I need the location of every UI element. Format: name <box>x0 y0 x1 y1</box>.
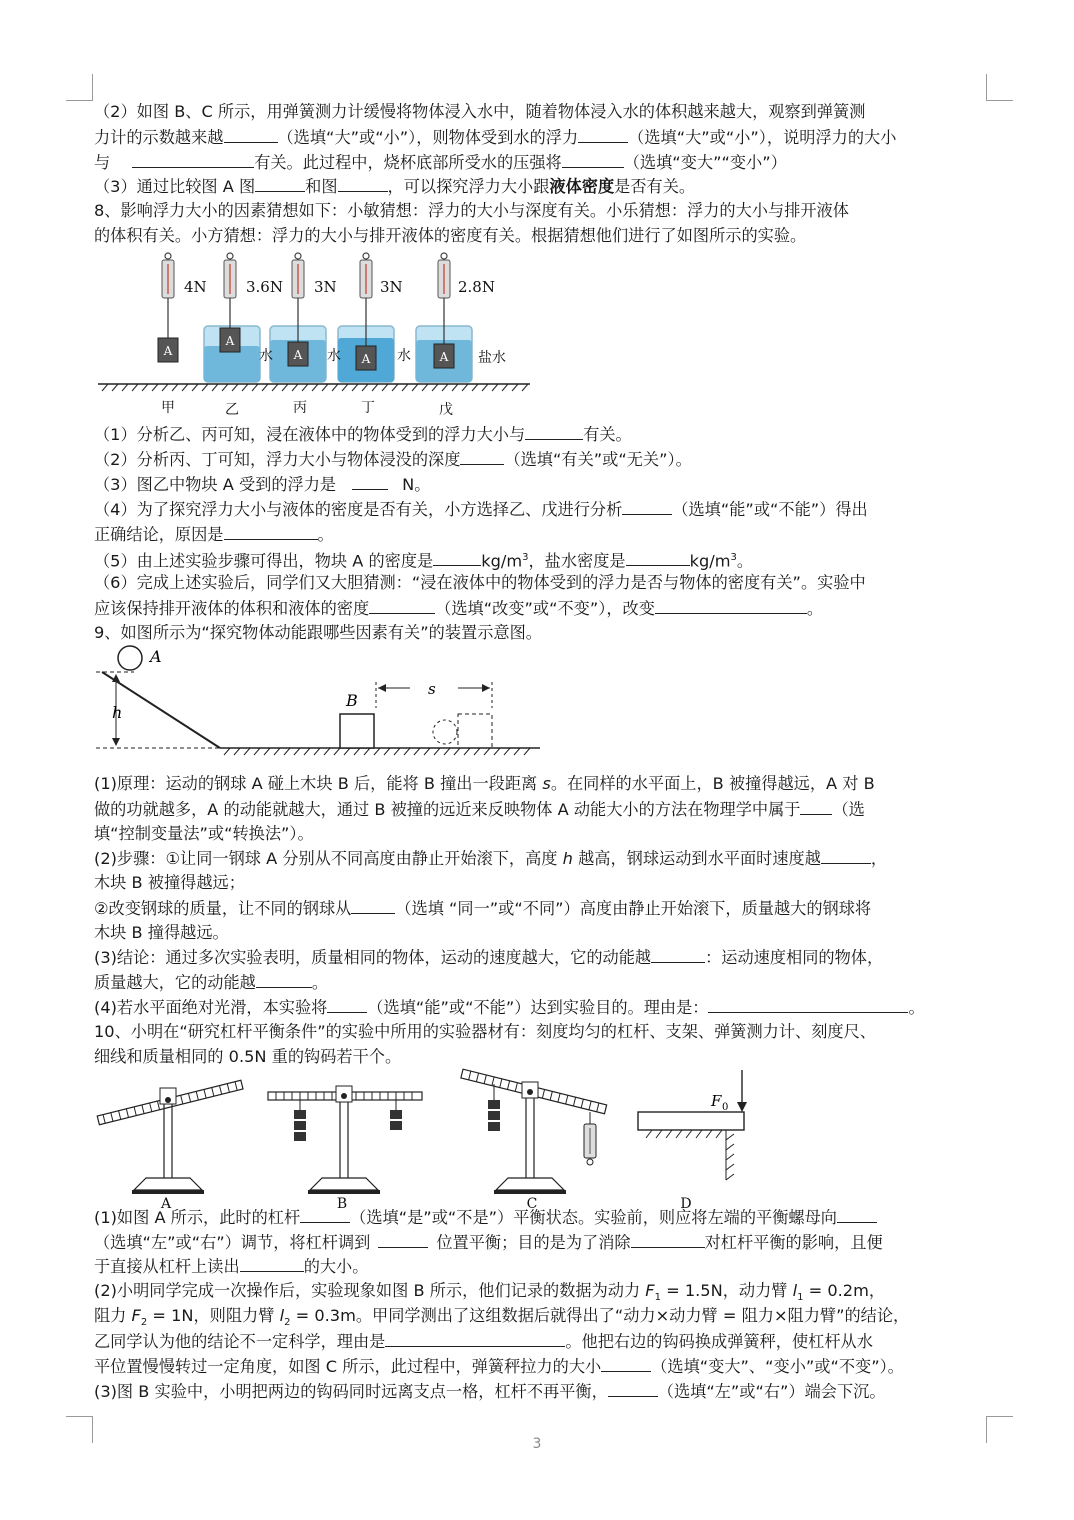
text: 应该保持排开液体的体积和液体的密度 <box>94 599 370 618</box>
text-line <box>94 125 994 151</box>
text: 有关。 <box>583 425 632 444</box>
answer-blank[interactable] <box>821 846 871 864</box>
bold-term: 液体密度 <box>549 177 615 196</box>
text: 有关。此过程中，烧杯底部所受水的压强将 <box>254 153 562 172</box>
answer-blank[interactable] <box>525 422 583 440</box>
text: = 0.3m。甲同学测出了这组数据后就得出了“动力×动力臂 = 阻力×阻力臂”的结论， <box>295 1306 910 1325</box>
text: 平位置慢慢转过一定角度，如图 C 所示，此过程中，弹簧秤拉力的大小 <box>94 1357 602 1376</box>
text: 位置平衡；目的是为了消除 <box>436 1233 631 1252</box>
text: 做的功就越多，A 的动能就越大，通过 B 被撞的远近来反映物体 A 动能大小的方法在物理学中属于 <box>94 800 801 819</box>
text-line <box>94 945 994 971</box>
text-line <box>94 995 994 1021</box>
subscript: 1 <box>654 1292 661 1304</box>
text-line <box>94 472 994 498</box>
text: ②改变钢球的质量，让不同的钢球从 <box>94 899 352 918</box>
text: （选填 “同一”或“不同”）高度由静止开始滚下，质量越大的钢球将 <box>395 899 872 918</box>
text: N。 <box>402 475 431 494</box>
kinetic-energy-ramp-figure <box>94 642 544 758</box>
text-line <box>94 822 994 847</box>
text: （选填“能”或“不能”）达到实验目的。理由是： <box>367 998 709 1017</box>
text: (2)小明同学完成一次操作后，实验现象如图 B 所示，他们记录的数据为动力 <box>94 1281 641 1300</box>
text: 阻力 <box>94 1306 127 1325</box>
superscript: 3 <box>522 552 529 563</box>
scale-reading: 3N <box>380 278 403 296</box>
text: （3）通过比较图 A 图 <box>94 177 256 196</box>
distance-label: s <box>428 680 436 698</box>
text-line <box>94 497 994 523</box>
subscript: 1 <box>797 1292 804 1304</box>
text-line <box>94 1379 994 1405</box>
scale-reading: 3N <box>314 278 337 296</box>
block-label: A <box>361 352 371 366</box>
figure-label: C <box>526 1196 538 1210</box>
text: 。 <box>736 551 754 571</box>
answer-blank[interactable] <box>622 497 672 515</box>
text: （选填“是”或“不是”）平衡状态。实验前，则应将左端的平衡螺母向 <box>350 1208 837 1227</box>
answer-blank[interactable] <box>378 1230 428 1248</box>
figure-label: A <box>160 1196 172 1210</box>
lever-stand-b <box>268 1086 422 1194</box>
force-diagram-d <box>638 1070 747 1180</box>
text-line <box>94 596 994 622</box>
question-10 <box>94 1020 994 1045</box>
answer-blank[interactable] <box>631 1230 705 1248</box>
text: (4)若水平面绝对光滑，本实验将 <box>94 998 328 1017</box>
text-line <box>94 846 994 872</box>
variable: s <box>542 774 551 793</box>
text-line <box>94 546 994 574</box>
text: 力计的示数越来越 <box>94 128 224 147</box>
answer-blank[interactable] <box>224 522 318 540</box>
answer-blank[interactable] <box>369 596 435 614</box>
text-line <box>94 174 994 200</box>
text-line <box>94 224 994 249</box>
text: (2)步骤：①让同一钢球 A 分别从不同高度由静止开始滚下，高度 <box>94 849 558 868</box>
question-8 <box>94 199 994 224</box>
block-label: A <box>163 344 173 358</box>
answer-blank[interactable] <box>132 150 254 168</box>
text: 木块 B 撞得越远。 <box>94 923 229 942</box>
text-line <box>94 150 994 176</box>
text: （选填“大”或“小”），说明浮力的大小 <box>628 128 897 147</box>
answer-blank[interactable] <box>300 1205 350 1223</box>
text: 与 <box>94 153 111 172</box>
figure-label: 乙 <box>225 402 239 418</box>
text: (1)原理：运动的钢球 A 碰上木块 B 后，能将 B 撞出一段距离 <box>94 774 538 793</box>
text: 填“控制变量法”或“转换法”）。 <box>94 824 314 843</box>
answer-blank[interactable] <box>601 1354 651 1372</box>
buoyancy-experiment-figure <box>94 250 534 422</box>
text-line <box>94 1205 994 1231</box>
text-line <box>94 422 994 448</box>
answer-blank[interactable] <box>655 596 807 614</box>
text: 8、影响浮力大小的因素猜想如下：小敏猜想：浮力的大小与深度有关。小乐猜想：浮力的大小与排开液体 <box>94 201 849 220</box>
text: kg/m <box>689 551 731 571</box>
text: 和图 <box>305 177 338 196</box>
text: (3)结论：通过多次实验表明，质量相同的物体，运动的速度越大，它的动能越 <box>94 948 652 967</box>
height-label: h <box>112 703 123 722</box>
text: 对杠杆平衡的影响，且便 <box>704 1233 883 1252</box>
text: 10、小明在“研究杠杆平衡条件”的实验中所用的实验器材有：刻度均匀的杠杆、支架、弹簧测力计、刻度尺、 <box>94 1022 876 1041</box>
figure-label: 戊 <box>439 402 453 418</box>
block-label: B <box>346 691 358 710</box>
text: 质量越大，它的动能越 <box>94 973 256 992</box>
text: 。 <box>311 973 329 992</box>
variable: F <box>131 1306 141 1325</box>
ball-label: A <box>150 647 162 666</box>
block-label: A <box>293 348 303 362</box>
text-line <box>94 797 994 823</box>
answer-blank[interactable] <box>385 1329 565 1347</box>
force-label: F <box>711 1092 722 1110</box>
answer-blank[interactable] <box>351 896 395 914</box>
block-label: A <box>225 334 235 348</box>
text: （1）分析乙、丙可知，浸在液体中的物体受到的浮力大小与 <box>94 425 526 444</box>
text: = 1N，则阻力臂 <box>152 1306 275 1325</box>
text: 正确结论，原因是 <box>94 525 224 544</box>
superscript: 3 <box>730 552 737 563</box>
text: （选填“有关”或“无关”）。 <box>504 450 692 469</box>
text-line <box>94 447 994 473</box>
answer-blank[interactable] <box>708 995 908 1013</box>
lever-stand-a <box>97 1080 243 1194</box>
variable: h <box>562 849 573 868</box>
lever-stand-c <box>461 1069 607 1194</box>
answer-blank[interactable] <box>837 1205 877 1223</box>
text: 9、如图所示为“探究物体动能跟哪些因素有关”的装置示意图。 <box>94 623 542 642</box>
answer-blank[interactable] <box>562 150 624 168</box>
text: （选填“变大”、“变小”或“不变”）。 <box>651 1357 904 1376</box>
text: 。在同样的水平面上，B 被撞得越远，A 对 B <box>550 774 875 793</box>
text-line <box>94 970 994 996</box>
text-line <box>94 1254 994 1280</box>
text: 是否有关。 <box>614 177 696 196</box>
text-line <box>94 571 994 596</box>
figure-label: 丙 <box>293 400 307 416</box>
text: = 0.2m， <box>808 1281 886 1300</box>
text: （2）如图 B、C 所示，用弹簧测力计缓慢将物体浸入水中，随着物体浸入水的体积越来越大，观察到弹簧测 <box>94 102 866 121</box>
scale-reading: 2.8N <box>458 278 495 296</box>
lever-experiment-figure <box>94 1062 754 1210</box>
text: （选填“左”或“右”）端会下沉。 <box>657 1382 886 1401</box>
text: （3）图乙中物块 A 受到的浮力是 <box>94 475 337 494</box>
text-line <box>94 896 994 922</box>
subscript: 2 <box>140 1317 148 1329</box>
figure-label: D <box>680 1196 692 1210</box>
answer-blank[interactable] <box>255 174 305 192</box>
answer-blank[interactable] <box>240 1254 304 1272</box>
text: ，可以探究浮力大小跟 <box>387 177 550 196</box>
text-line <box>94 772 994 797</box>
text: 的大小。 <box>303 1257 369 1276</box>
answer-blank[interactable] <box>352 472 388 490</box>
text: （4）为了探究浮力大小与液体的密度是否有关，小方选择乙、戊进行分析 <box>94 500 623 519</box>
subscript: 2 <box>284 1317 291 1329</box>
text: 细线和质量相同的 0.5N 重的钩码若干个。 <box>94 1047 402 1066</box>
text: 。 <box>317 525 334 544</box>
variable: l <box>792 1281 798 1300</box>
text-line <box>94 871 994 896</box>
text: kg/m <box>481 551 523 571</box>
scale-reading: 3.6N <box>246 278 283 296</box>
text: ， <box>870 849 888 868</box>
liquid-label: 水 <box>327 348 341 364</box>
text: ：运动速度相同的物体， <box>705 948 884 967</box>
scale-reading: 4N <box>184 278 207 296</box>
text: ，盐水密度是 <box>528 551 626 571</box>
force-subscript: 0 <box>722 1102 729 1113</box>
answer-blank[interactable] <box>800 797 832 815</box>
block-label: A <box>439 350 449 364</box>
text: 于直接从杠杆上读出 <box>94 1257 240 1276</box>
text: （2）分析丙、丁可知，浮力大小与物体浸没的深度 <box>94 450 461 469</box>
text: （选填“变大”“变小”） <box>623 153 787 172</box>
text-line <box>94 1329 994 1355</box>
liquid-label: 水 <box>397 348 411 364</box>
text: = 1.5N，动力臂 <box>666 1281 788 1300</box>
text: (1)如图 A 所示，此时的杠杆 <box>94 1208 301 1227</box>
text: 的体积有关。小方猜想：浮力的大小与排开液体的密度有关。根据猜想他们进行了如图所示的实验。 <box>94 226 807 245</box>
variable: F <box>645 1281 655 1300</box>
page-corner-mark <box>66 74 93 101</box>
text: （选填“改变”或“不变”），改变 <box>435 599 655 618</box>
answer-blank[interactable] <box>338 174 388 192</box>
text: （选填“能”或“不能”）得出 <box>672 500 868 519</box>
figure-label: 丁 <box>361 400 375 416</box>
text: 。 <box>806 599 824 618</box>
text: （选填“大”或“小”），则物体受到水的浮力 <box>277 128 579 147</box>
text: 越高，钢球运动到水平面时速度越 <box>578 849 821 868</box>
text-line <box>94 921 994 946</box>
answer-blank[interactable] <box>327 995 367 1013</box>
text: (3)图 B 实验中，小明把两边的钩码同时远离支点一格，杠杆不再平衡， <box>94 1382 608 1401</box>
text: 木块 B 被撞得越远； <box>94 873 245 892</box>
page-number: 3 <box>532 1436 542 1452</box>
answer-blank[interactable] <box>433 548 481 566</box>
text-line <box>94 522 994 548</box>
liquid-label: 盐水 <box>478 350 506 366</box>
answer-blank[interactable] <box>651 945 705 963</box>
text: （选填“左”或“右”）调节，将杠杆调到 <box>94 1233 371 1252</box>
text: （6）完成上述实验后，同学们又大胆猜测：“浸在液体中的物体受到的浮力是否与物体的密度有关”。实验中 <box>94 573 866 592</box>
figure-label: B <box>336 1196 348 1210</box>
answer-blank[interactable] <box>608 1379 658 1397</box>
text: （选 <box>832 800 865 819</box>
answer-blank[interactable] <box>626 548 690 566</box>
wooden-block <box>340 714 374 748</box>
liquid-label: 水 <box>259 348 273 364</box>
text: 。 <box>908 998 925 1017</box>
figure-label: 甲 <box>161 400 175 416</box>
text: （5）由上述实验步骤可得出，物块 A 的密度是 <box>94 551 434 571</box>
answer-blank[interactable] <box>224 125 278 143</box>
text-line <box>94 1354 994 1380</box>
text-line <box>94 100 994 125</box>
answer-blank[interactable] <box>256 970 312 988</box>
steel-ball <box>118 646 142 670</box>
text: 。他把右边的钩码换成弹簧秤，使杠杆从水 <box>565 1332 873 1351</box>
answer-blank[interactable] <box>578 125 628 143</box>
page-corner-mark <box>986 74 1013 101</box>
text: 乙同学认为他的结论不一定科学，理由是 <box>94 1332 386 1351</box>
text-line <box>94 1230 994 1256</box>
variable: l <box>279 1306 285 1325</box>
answer-blank[interactable] <box>460 447 504 465</box>
